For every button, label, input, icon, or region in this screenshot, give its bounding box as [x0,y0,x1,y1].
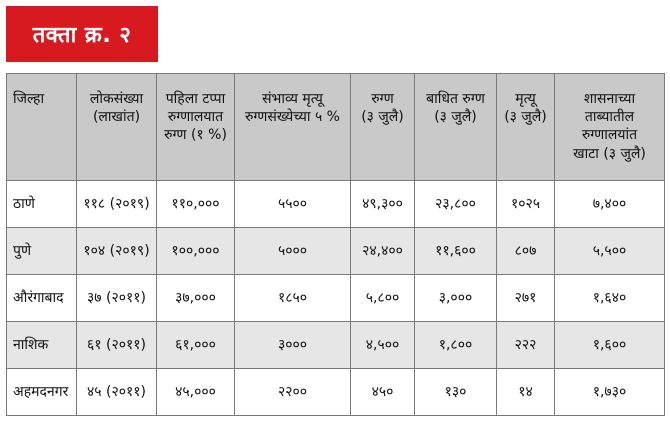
table-header-row [7,74,665,181]
header-population: लोकसंख्या (लाखांत) [77,74,157,181]
cell-government-beds: १,६०० [555,322,665,369]
cell-government-beds: ७,४०० [555,181,665,228]
cell-population: १०४ (२०१९) [77,228,157,275]
cell-probable-deaths: ३००० [235,322,351,369]
table-row [7,369,665,416]
cell-deaths: १०२५ [497,181,555,228]
cell-government-beds: १,६४० [555,275,665,322]
cell-infected-patients: ३,००० [415,275,497,322]
cell-infected-patients: २३,८०० [415,181,497,228]
cell-probable-deaths: १८५० [235,275,351,322]
cell-deaths: २७१ [497,275,555,322]
cell-deaths: २२२ [497,322,555,369]
cell-first-phase-hospital: १००,००० [157,228,235,275]
cell-district: पुणे [7,228,77,275]
cell-population: ६१ (२०११) [77,322,157,369]
cell-deaths: १४ [497,369,555,416]
cell-district: औरंगाबाद [7,275,77,322]
cell-infected-patients: १३० [415,369,497,416]
header-district: जिल्हा [7,74,77,181]
cell-first-phase-hospital: ४५,००० [157,369,235,416]
cell-population: ११८ (२०१९) [77,181,157,228]
cell-deaths: ८०७ [497,228,555,275]
header-patients: रुग्ण (३ जुलै) [351,74,415,181]
cell-first-phase-hospital: ११०,००० [157,181,235,228]
cell-government-beds: १,७३० [555,369,665,416]
cell-district: नाशिक [7,322,77,369]
cell-first-phase-hospital: ३७,००० [157,275,235,322]
cell-probable-deaths: ५५०० [235,181,351,228]
cell-infected-patients: १,८०० [415,322,497,369]
cell-patients: ४९,३०० [351,181,415,228]
cell-patients: ४५० [351,369,415,416]
cell-patients: २४,४०० [351,228,415,275]
cell-infected-patients: ११,६०० [415,228,497,275]
table-row [7,322,665,369]
cell-district: अहमदनगर [7,369,77,416]
header-first-phase-hospital: पहिला टप्पा रुग्णालयात रुग्ण (१ %) [157,74,235,181]
cell-probable-deaths: २२०० [235,369,351,416]
table-row [7,181,665,228]
table-title: तक्ता क्र. २ [32,23,132,48]
cell-first-phase-hospital: ६१,००० [157,322,235,369]
header-government-beds: शासनाच्या ताब्यातील रुग्णालयांत खाटा (३ जुलै) [555,74,665,181]
data-table [6,73,665,416]
cell-government-beds: ५,५०० [555,228,665,275]
table-row [7,275,665,322]
header-probable-deaths: संभाव्य मृत्यू रुग्णसंख्येच्या ५ % [235,74,351,181]
cell-patients: ४,५०० [351,322,415,369]
cell-population: ३७ (२०११) [77,275,157,322]
cell-population: ४५ (२०११) [77,369,157,416]
header-infected-patients: बाधित रुग्ण (३ जुलै) [415,74,497,181]
cell-district: ठाणे [7,181,77,228]
cell-probable-deaths: ५००० [235,228,351,275]
table-title-banner [6,6,158,62]
header-deaths: मृत्यू (३ जुलै) [497,74,555,181]
cell-patients: ५,८०० [351,275,415,322]
table-row [7,228,665,275]
